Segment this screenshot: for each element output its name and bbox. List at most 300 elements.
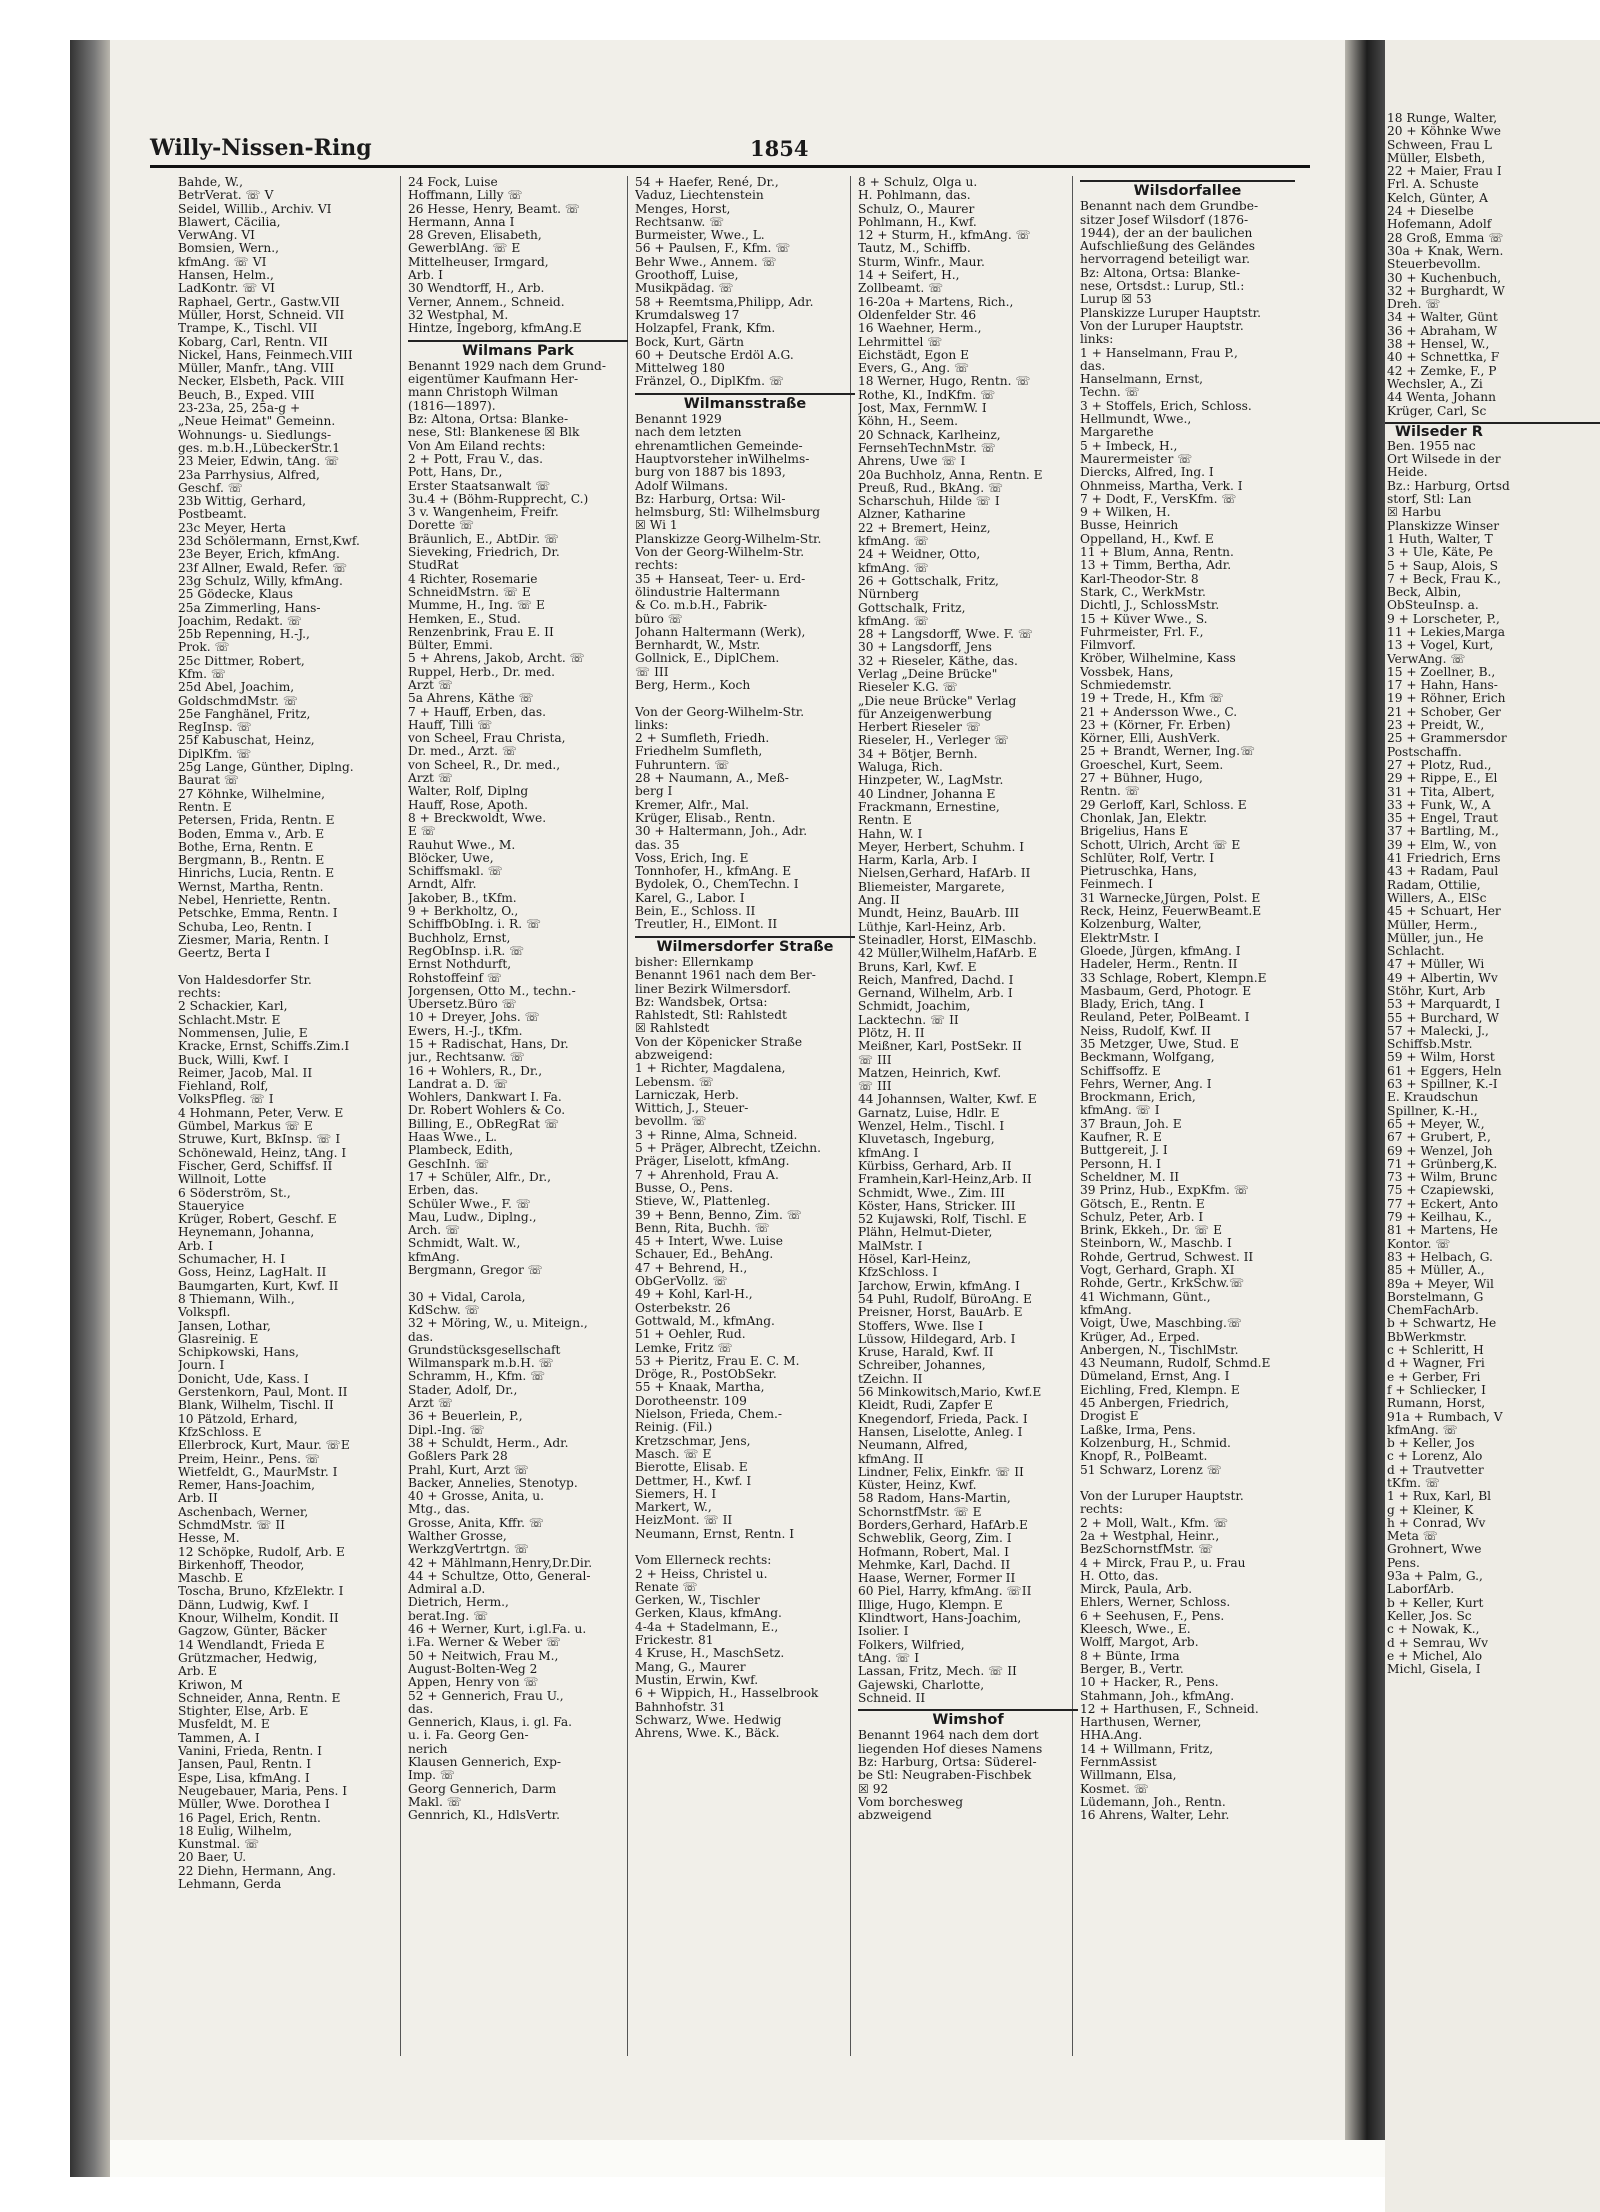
directory-line: 37 Braun, Joh. E (1080, 1117, 1182, 1131)
directory-line: „Die neue Brücke" Verlag (858, 694, 1017, 708)
directory-line: Lehrmittel ☏ (858, 335, 943, 349)
directory-line: 63 + Spillner, K.-I (1387, 1077, 1498, 1092)
street-heading: Wimshof (858, 1709, 1078, 1727)
street-heading: Wilseder R (1385, 422, 1600, 440)
directory-line: d + Semrau, Wv (1387, 1635, 1488, 1650)
directory-line: Schneid. II (858, 1691, 926, 1705)
directory-line: 49 + Kohl, Karl-H., (635, 1288, 753, 1302)
column-5 (1080, 176, 1295, 1823)
directory-line: Rahlstedt, Stl: Rahlstedt (635, 1009, 787, 1023)
directory-line: GewerblAng. ☏ E (408, 242, 521, 256)
directory-line: Bz: Altona, Ortsa: Blanke- (1080, 266, 1241, 280)
directory-line: Kosmet. ☏ (1080, 1782, 1150, 1796)
directory-line: Stahmann, Joh., kfmAng. (1080, 1689, 1235, 1703)
column-4 (858, 176, 1078, 1823)
directory-line: Raphael, Gertr., Gastw.VII (178, 295, 340, 309)
directory-line: 3 + Stoffels, Erich, Schloss. (1080, 399, 1252, 413)
directory-line: ehrenamtlichen Gemeinde- (635, 439, 803, 453)
directory-line: 21 + Andersson Wwe., C. (1080, 705, 1238, 719)
directory-line: d + Trautvetter (1387, 1462, 1484, 1477)
directory-line: Schreiber, Johannes, (858, 1359, 986, 1373)
directory-line: Dr. med., Ärzt. ☏ (408, 745, 518, 759)
directory-line: Preuß, Rud., BkAng. ☏ (858, 481, 1004, 495)
directory-line: Wenzel, Helm., Tischl. I (858, 1120, 1005, 1134)
directory-line: 35 Metzger, Uwe, Stud. E (1080, 1038, 1239, 1051)
directory-line: 16 Waehner, Herm., (858, 322, 982, 336)
directory-line: 25e Fanghänel, Fritz, (178, 707, 311, 721)
directory-line: Arzt ☏ (408, 1397, 454, 1411)
directory-line: 13 + Timm, Bertha, Adr. (1080, 559, 1232, 573)
directory-line: ObGerVollz. ☏ (635, 1275, 728, 1289)
directory-line: 39 + Elm, W., von (1387, 837, 1497, 852)
directory-line: Kröber, Wilhelmine, Kass (1080, 652, 1236, 666)
directory-line: 33 Schlage, Robert, Klempn.E (1080, 971, 1267, 985)
directory-line: Bruns, Karl, Kwf. E (858, 960, 977, 974)
directory-line: Schüler Wwe., F. ☏ (408, 1197, 532, 1211)
directory-line: Tautz, M., Schiffb. (858, 242, 971, 256)
directory-line: Schramm, H., Kfm. ☏ (408, 1370, 546, 1384)
street-heading: Wilsdorfallee (1080, 180, 1295, 198)
directory-line: Hofemann, Adolf (1387, 217, 1492, 232)
directory-line: Hellmundt, Wwe., (1080, 413, 1192, 427)
directory-line: Petersen, Frida, Rentn. E (178, 814, 335, 828)
directory-line: 83 + Helbach, G. (1387, 1249, 1493, 1264)
directory-line: Vaduz, Liechtenstein (635, 189, 764, 203)
directory-line: 17 + Hahn, Hans- (1387, 678, 1498, 693)
directory-line: Fränzel, O., DiplKfm. ☏ (635, 375, 785, 389)
directory-line: hervorragend beteiligt war. (1080, 253, 1251, 267)
directory-line: links: (1080, 333, 1114, 347)
directory-line: Filmvorf. (1080, 639, 1136, 653)
directory-line: 28 + Langsdorff, Wwe. F. ☏ (858, 628, 1034, 642)
directory-line: Lehmann, Gerda (178, 1878, 282, 1891)
directory-line: Krüger, Robert, Geschf. E (178, 1213, 337, 1227)
directory-line: Trampe, K., Tischl. VII (178, 322, 318, 336)
directory-line: Ehlers, Werner, Schloss. (1080, 1596, 1231, 1610)
directory-line: BezSchornstfMstr. ☏ (1080, 1543, 1214, 1557)
directory-line: Tammen, A. I (178, 1731, 260, 1745)
directory-line: Folkers, Wilfried, (858, 1638, 965, 1652)
directory-line: Gerken, Klaus, kfmAng. (635, 1607, 782, 1621)
directory-line: Remer, Hans-Joachim, (178, 1479, 316, 1493)
directory-line: Schuba, Leo, Rentn. I (178, 920, 312, 934)
directory-line: Klausen Gennerich, Exp- (408, 1756, 562, 1770)
directory-line: Bomsien, Wern., (178, 242, 279, 256)
directory-line: 54 Puhl, Rudolf, BüroAng. E (858, 1292, 1032, 1306)
directory-line: Wohnungs- u. Siedlungs- (178, 428, 332, 442)
directory-line: Bz: Wandsbek, Ortsa: (635, 995, 768, 1009)
directory-line: Billing, E., ObRegRat ☏ (408, 1117, 560, 1131)
directory-line: 43 Neumann, Rudolf, Schmd.E (1080, 1357, 1271, 1371)
directory-line: 31 Warnecke,Jürgen, Polst. E (1080, 891, 1261, 905)
directory-line: Harm, Karla, Arb. I (858, 854, 978, 868)
directory-line: Kleidt, Rudi, Zapfer E (858, 1399, 993, 1413)
directory-line: 46 + Werner, Kurt, i.gl.Fa. u. (408, 1623, 587, 1637)
directory-line: Rohde, Gertr., KrkSchw.☏ (1080, 1277, 1245, 1291)
directory-line: ☏ III (635, 665, 669, 679)
directory-line: Jansen, Paul, Rentn. I (178, 1758, 312, 1772)
directory-line: 20 Schnack, Karlheinz, (858, 428, 1001, 442)
directory-line: Knegendorf, Frieda, Pack. I (858, 1412, 1028, 1426)
directory-line: BetrVerat. ☏ V (178, 189, 274, 203)
directory-line: Arb. E (178, 1665, 218, 1679)
directory-line: nach dem letzten (635, 426, 742, 440)
directory-line: Bein, E., Schloss. II (635, 905, 756, 919)
directory-line: Rentn. ☏ (1080, 785, 1140, 799)
directory-line: Rauhut Wwe., M. (408, 838, 516, 852)
directory-line: 20a Buchholz, Anna, Rentn. E (858, 468, 1043, 482)
directory-line: Arb. II (178, 1492, 218, 1506)
directory-line: Prok. ☏ (178, 641, 230, 655)
directory-line: Kruse, Harald, Kwf. II (858, 1346, 994, 1360)
directory-line: Mtg., das. (408, 1503, 470, 1517)
directory-line: 9 + Lorscheter, P., (1387, 611, 1500, 626)
directory-line: Arndt, Alfr. (408, 878, 477, 892)
directory-line: SchiffbObIng. i. R. ☏ (408, 918, 542, 932)
directory-line: Mittelweg 180 (635, 362, 725, 376)
directory-line: Birkenhoff, Theodor, (178, 1558, 305, 1572)
directory-line: Mustin, Erwin, Kwf. (635, 1673, 759, 1687)
directory-line: 16 + Wohlers, R., Dr., (408, 1064, 543, 1078)
directory-line: Dänn, Ludwig, Kwf. I (178, 1598, 309, 1612)
directory-line: Joachim, Redakt. ☏ (178, 614, 303, 628)
directory-line: Arch. ☏ (408, 1224, 461, 1238)
directory-line: Lassan, Fritz, Mech. ☏ II (858, 1665, 1017, 1679)
directory-line: Fischer, Gerd, Schiffsf. II (178, 1159, 333, 1173)
directory-line: 50 + Neitwich, Frau M., (408, 1649, 559, 1663)
directory-line: Grundstücksgesellschaft (408, 1343, 561, 1357)
directory-line: storf, Stl: Lan (1387, 492, 1472, 507)
directory-line: sitzer Josef Wilsdorf (1876- (1080, 213, 1249, 227)
directory-line: Herbert Rieseler ☏ (858, 721, 982, 735)
directory-line: ges. m.b.H.,LübeckerStr.1 (178, 441, 341, 455)
directory-line: 89a + Meyer, Wil (1387, 1276, 1494, 1291)
directory-line: Oppelland, H., Kwf. E (1080, 532, 1214, 546)
directory-line: 2 + Heiss, Christel u. (635, 1567, 768, 1581)
directory-line: H. Pohlmann, das. (858, 189, 971, 203)
directory-line: 79 + Keilhau, K., (1387, 1210, 1492, 1225)
directory-line: Berg, Herm., Koch (635, 678, 751, 692)
street-heading: Wilmansstraße (635, 393, 855, 411)
directory-line: Neumann, Alfred, (858, 1439, 968, 1453)
directory-line: 45 Anbergen, Friedrich, (1080, 1397, 1229, 1411)
directory-line: 27 Köhnke, Wilhelmine, (178, 787, 325, 801)
directory-line: das. (1080, 359, 1106, 373)
directory-line: Margarethe (1080, 426, 1154, 440)
directory-line: Pens. (1387, 1555, 1420, 1570)
directory-line: Jansen, Lothar, (178, 1319, 271, 1333)
directory-line: 6 + Wippich, H., Hasselbrook (635, 1687, 819, 1701)
directory-line: Hesse, M. (178, 1532, 240, 1546)
column-3 (635, 176, 855, 1740)
directory-line: Mau, Ludw., Diplng., (408, 1210, 537, 1224)
directory-line: Bz: Harburg, Ortsa: Wil- (635, 492, 786, 506)
directory-line: 19 + Röhner, Erich (1387, 691, 1506, 706)
directory-line: 10 + Hacker, R., Pens. (1080, 1676, 1219, 1690)
directory-line: 52 + Gennerich, Frau U., (408, 1689, 564, 1703)
directory-line: Sturm, Winfr., Maur. (858, 255, 985, 269)
directory-line: Meyer, Herbert, Schuhm. I (858, 840, 1025, 854)
directory-line: 32 + Möring, W., u. Miteign., (408, 1317, 588, 1331)
directory-line: Anbergen, N., TischlMstr. (1080, 1343, 1239, 1357)
directory-line: Beckmann, Wolfgang, (1080, 1051, 1215, 1065)
directory-line: Gagzow, Günter, Bäcker (178, 1625, 327, 1639)
directory-line: Müller, Horst, Schneid. VII (178, 308, 345, 322)
directory-line: Buchholz, Ernst, (408, 931, 511, 945)
directory-line: Grützmacher, Hedwig, (178, 1651, 318, 1665)
directory-line: 2 Schackier, Karl, (178, 1000, 288, 1014)
directory-line: Kremer, Alfr., Mal. (635, 798, 749, 812)
directory-line: Fuhruntern. ☏ (635, 758, 730, 772)
directory-line: 7 + Dodt, F., VersKfm. ☏ (1080, 492, 1237, 506)
directory-line: Berger, B., Vertr. (1080, 1662, 1184, 1676)
directory-line: Gernand, Wilhelm, Arb. I (858, 987, 1013, 1001)
directory-line: ☒ 92 (858, 1782, 889, 1796)
directory-line: 35 + Engel, Traut (1387, 811, 1498, 826)
directory-line: Walter, Rolf, Diplng (408, 785, 529, 799)
directory-line: Schmiedemstr. (1080, 678, 1172, 692)
directory-line: Ort Wilsede in der (1387, 452, 1501, 467)
directory-line: Volkspfl. (178, 1306, 231, 1320)
directory-line: Willers, A., ElSc (1387, 890, 1487, 905)
directory-line: Rentn. E (858, 814, 912, 828)
directory-line: Ahrens, Uwe ☏ I (858, 455, 966, 469)
directory-line: Hoffmann, Lilly ☏ (408, 189, 523, 203)
directory-line: SchmdMstr. ☏ II (178, 1518, 285, 1532)
directory-line: Von der Luruper Hauptstr. (1080, 1490, 1244, 1504)
directory-line: Krumdalsweg 17 (635, 308, 740, 322)
directory-line: Busse, Heinrich (1080, 519, 1179, 533)
directory-line: 14 + Seifert, H., (858, 269, 960, 283)
directory-line: Grosse, Anita, Kffr. ☏ (408, 1516, 545, 1530)
directory-line: Bliemeister, Margarete, (858, 880, 1005, 894)
directory-line: Schmidt, Wwe., Zim. III (858, 1186, 1005, 1200)
directory-line: Arzt ☏ (408, 678, 454, 692)
directory-line: Plambeck, Edith, (408, 1144, 514, 1158)
directory-line (408, 1277, 628, 1290)
directory-line: 41 Friedrich, Erns (1387, 851, 1501, 866)
directory-line: 23-23a, 25, 25a-g + (178, 402, 301, 416)
directory-line: Borstelmann, G (1387, 1289, 1484, 1304)
directory-line: Bräunlich, E., AbtDir. ☏ (408, 532, 560, 546)
directory-line: ☒ Rahlstedt (635, 1022, 710, 1036)
directory-line: Willmann, Elsa, (1080, 1769, 1177, 1783)
directory-line: rechts: (1080, 1503, 1123, 1517)
directory-line: Blawert, Cäcilia, (178, 215, 281, 229)
directory-line: Benannt nach dem Grundbe- (1080, 200, 1259, 214)
directory-line: 29 Gerloff, Karl, Schloss. E (1080, 798, 1247, 812)
directory-line: Köster, Hans, Stricker. III (858, 1199, 1016, 1213)
directory-line: 18 Runge, Walter, (1387, 111, 1498, 125)
directory-line: Schweblik, Georg, Zim. I (858, 1532, 1012, 1546)
directory-line: Frl. A. Schuste (1387, 177, 1479, 192)
directory-line: 19 + Trede, H., Kfm ☏ (1080, 692, 1224, 706)
directory-line: Dettmer, H., Kwf. I (635, 1474, 752, 1488)
directory-line: Menges, Horst, (635, 202, 731, 216)
directory-line: burg von 1887 bis 1893, (635, 466, 786, 480)
directory-line: 59 + Wilm, Horst (1387, 1050, 1495, 1065)
directory-line: berat.Ing. ☏ (408, 1609, 489, 1623)
directory-line: 52 Kujawski, Rolf, Tischl. E (858, 1213, 1027, 1227)
directory-line: 39 Prinz, Hub., ExpKfm. ☏ (1080, 1184, 1249, 1198)
directory-line: abzweigend: (635, 1049, 713, 1062)
directory-line: 3 + Rinne, Alma, Schneid. (635, 1128, 798, 1142)
directory-line: Hanselmann, Ernst, (1080, 373, 1203, 387)
directory-line: 5 + Präger, Albrecht, tZeichn. (635, 1142, 821, 1156)
directory-line: Buttgereit, J. I (1080, 1144, 1168, 1158)
scan-top-margin (70, 0, 1600, 40)
directory-line: Oldenfelder Str. 46 (858, 308, 977, 322)
directory-line: 23d Schölermann, Ernst,Kwf. (178, 535, 360, 549)
directory-line: Vanini, Frieda, Rentn. I (178, 1745, 322, 1759)
directory-line: 15 + Radischat, Hans, Dr. (408, 1038, 569, 1051)
directory-line: 6 + Seehusen, F., Pens. (1080, 1609, 1225, 1623)
directory-line: Tonnhofer, H., kfmAng. E (635, 865, 792, 879)
directory-line: StudRat (408, 559, 459, 573)
directory-line: c + Nowak, K., (1387, 1622, 1480, 1637)
directory-line: VerwAng. VI (178, 229, 255, 243)
directory-line: Dichtl, J., SchlossMstr. (1080, 599, 1220, 613)
directory-line: Maschb. E (178, 1572, 244, 1586)
street-heading: Wilmersdorfer Straße (635, 936, 855, 954)
directory-line: Bahde, W., (178, 176, 243, 189)
directory-line: Ohnmeiss, Martha, Verk. I (1080, 479, 1243, 493)
directory-line: Verner, Annem., Schneid. (408, 295, 565, 309)
directory-line: bisher: Ellernkamp (635, 955, 754, 969)
directory-line: Vom Ellerneck rechts: (635, 1554, 772, 1568)
directory-line: Brigelius, Hans E (1080, 825, 1189, 839)
directory-line: 58 Radom, Hans-Martin, (858, 1492, 1011, 1506)
directory-line: Blöcker, Uwe, (408, 851, 494, 865)
directory-line: 71 + Grünberg,K. (1387, 1156, 1498, 1171)
directory-line: 30 + Haltermann, Joh., Adr. (635, 825, 808, 839)
directory-line: 1 Huth, Walter, T (1387, 531, 1493, 546)
directory-line: Stark, C., WerkMstr. (1080, 585, 1206, 599)
directory-line: abzweigend (858, 1809, 932, 1823)
directory-line: Diercks, Alfred, Ing. I (1080, 466, 1214, 480)
directory-line: Kontor. ☏ (1387, 1236, 1451, 1251)
directory-line: Techn. ☏ (1080, 386, 1140, 400)
directory-line: Siemers, H. I (635, 1487, 717, 1501)
directory-line: Krüger, Carl, Sc (1387, 403, 1487, 418)
directory-line: Journ. I (178, 1359, 225, 1373)
directory-line: Müller, Manfr., tAng. VIII (178, 362, 335, 376)
directory-line: Verlag „Deine Brücke" (858, 667, 998, 681)
directory-line: Frackmann, Ernestine, (858, 800, 1000, 814)
directory-line: (1816—1897). (408, 399, 496, 413)
directory-line: 30 + Kuchenbuch, (1387, 270, 1502, 285)
directory-line: Mittelheuser, Irmgard, (408, 255, 549, 269)
directory-line: 23f Allner, Ewald, Refer. ☏ (178, 561, 348, 575)
directory-line: Wechsler, A., Zi (1387, 376, 1483, 391)
directory-line: Toscha, Bruno, KfzElektr. I (178, 1585, 344, 1599)
directory-line: kfmAng. ☏ (1387, 1422, 1458, 1437)
directory-line: Götsch, E., Rentn. E (1080, 1197, 1205, 1211)
directory-line: 26 + Gottschalk, Fritz, (858, 574, 999, 588)
directory-line: tAng. ☏ I (858, 1651, 920, 1665)
directory-line: Körner, Elli, AushVerk. (1080, 732, 1221, 746)
directory-line: Neugebauer, Maria, Pens. I (178, 1784, 348, 1798)
directory-line: Stighter, Else, Arb. E (178, 1705, 309, 1719)
directory-line: liegenden Hof dieses Namens (858, 1742, 1043, 1756)
directory-line: Treutler, H., ElMont. II (635, 918, 778, 932)
directory-line: Espe, Lisa, kfmAng. I (178, 1771, 310, 1785)
directory-line: Hinrichs, Lucia, Rentn. E (178, 867, 335, 881)
directory-line: 9 + Berkholtz, O., (408, 905, 519, 919)
directory-line: 5a Ahrens, Käthe ☏ (408, 692, 534, 706)
directory-line: Grohnert, Wwe (1387, 1542, 1482, 1557)
directory-line: Nebel, Henriette, Rentn. (178, 894, 331, 908)
directory-line: 3 v. Wangenheim, Freifr. (408, 506, 559, 520)
directory-line: Lacktechn. ☏ II (858, 1013, 959, 1027)
directory-line: 65 + Meyer, W., (1387, 1116, 1485, 1131)
directory-line: 23b Wittig, Gerhard, (178, 495, 307, 509)
directory-line: Seidel, Willib., Archiv. VI (178, 202, 332, 216)
directory-line: Hösel, Karl-Heinz, (858, 1253, 972, 1267)
directory-line: Haase, Werner, Former II (858, 1572, 1016, 1586)
directory-line: 28 Greven, Elisabeth, (408, 229, 542, 243)
directory-line: 15 + Zoellner, B., (1387, 664, 1496, 679)
directory-line: Schumacher, H. I (178, 1253, 286, 1267)
directory-line: Lurup ☒ 53 (1080, 293, 1152, 307)
directory-line: tZeichn. II (858, 1372, 923, 1386)
directory-line: Jost, Max, FernmW. I (858, 402, 987, 416)
directory-line: Radam, Ottilie, (1387, 877, 1481, 892)
directory-line: Schmidt, Walt. W., (408, 1237, 521, 1251)
directory-line: Kaufner, R. E (1080, 1131, 1162, 1145)
directory-line: 32 Westphal, M. (408, 308, 509, 322)
directory-line: Benannt 1929 nach dem Grund- (408, 359, 606, 373)
directory-line: 35 + Hanseat, Teer- u. Erd- (635, 572, 806, 586)
directory-line: Benannt 1964 nach dem dort (858, 1729, 1039, 1743)
directory-line: Gottwald, M., kfmAng. (635, 1314, 775, 1328)
directory-line: Imp. ☏ (408, 1769, 456, 1783)
directory-line: RegInsp. ☏ (178, 721, 252, 735)
directory-line: GeschInh. ☏ (408, 1157, 490, 1171)
directory-line: Wittich, J., Steuer- (635, 1102, 749, 1116)
directory-line: 23 + (Körner, Fr. Erben) (1080, 718, 1231, 732)
directory-line: Kolzenburg, H., Schmid. (1080, 1436, 1231, 1450)
directory-line: MalMstr. I (858, 1239, 923, 1253)
directory-line: Scheldner, M. II (1080, 1170, 1180, 1184)
directory-line: Sieveking, Friedrich, Dr. (408, 546, 560, 560)
directory-line: 40 + Grosse, Anita, u. (408, 1490, 545, 1504)
directory-line: 91a + Rumbach, V (1387, 1409, 1503, 1424)
directory-line: 45 + Intert, Wwe. Luise (635, 1235, 783, 1249)
directory-line: 14 + Willmann, Fritz, (1080, 1742, 1214, 1756)
directory-line: Krüger, Elisab., Rentn. (635, 811, 776, 825)
directory-line: Gennrich, Kl., HdlsVertr. (408, 1809, 560, 1823)
directory-line: LadKontr. ☏ VI (178, 282, 275, 296)
directory-line: Busse, O., Pens. (635, 1181, 734, 1195)
directory-line: 24 + Dieselbe (1387, 204, 1474, 219)
directory-line: Hadeler, Herm., Rentn. II (1080, 958, 1238, 972)
directory-line: 21 + Schober, Ger (1387, 704, 1501, 719)
directory-line: 23e Beyer, Erich, kfmAng. (178, 548, 340, 562)
directory-line: Fuhrmeister, Frl. F., (1080, 625, 1204, 639)
directory-line: Georg Gennerich, Darm (408, 1782, 557, 1796)
directory-line: 30 Wendtorff, H., Arb. (408, 282, 545, 296)
directory-line: 77 + Eckert, Anto (1387, 1196, 1499, 1211)
directory-line: 1944), der an der baulichen (1080, 226, 1253, 240)
book-edge-shadow (70, 40, 110, 2177)
directory-line: rechts: (178, 987, 221, 1001)
directory-line: Rechtsanw. ☏ (635, 215, 725, 229)
directory-line: Frickestr. 81 (635, 1634, 714, 1648)
directory-line: 27 + Plotz, Rud., (1387, 757, 1492, 772)
directory-line: KfzSchloss. E (178, 1425, 262, 1439)
directory-line: HHA.Ang. (1080, 1729, 1143, 1743)
